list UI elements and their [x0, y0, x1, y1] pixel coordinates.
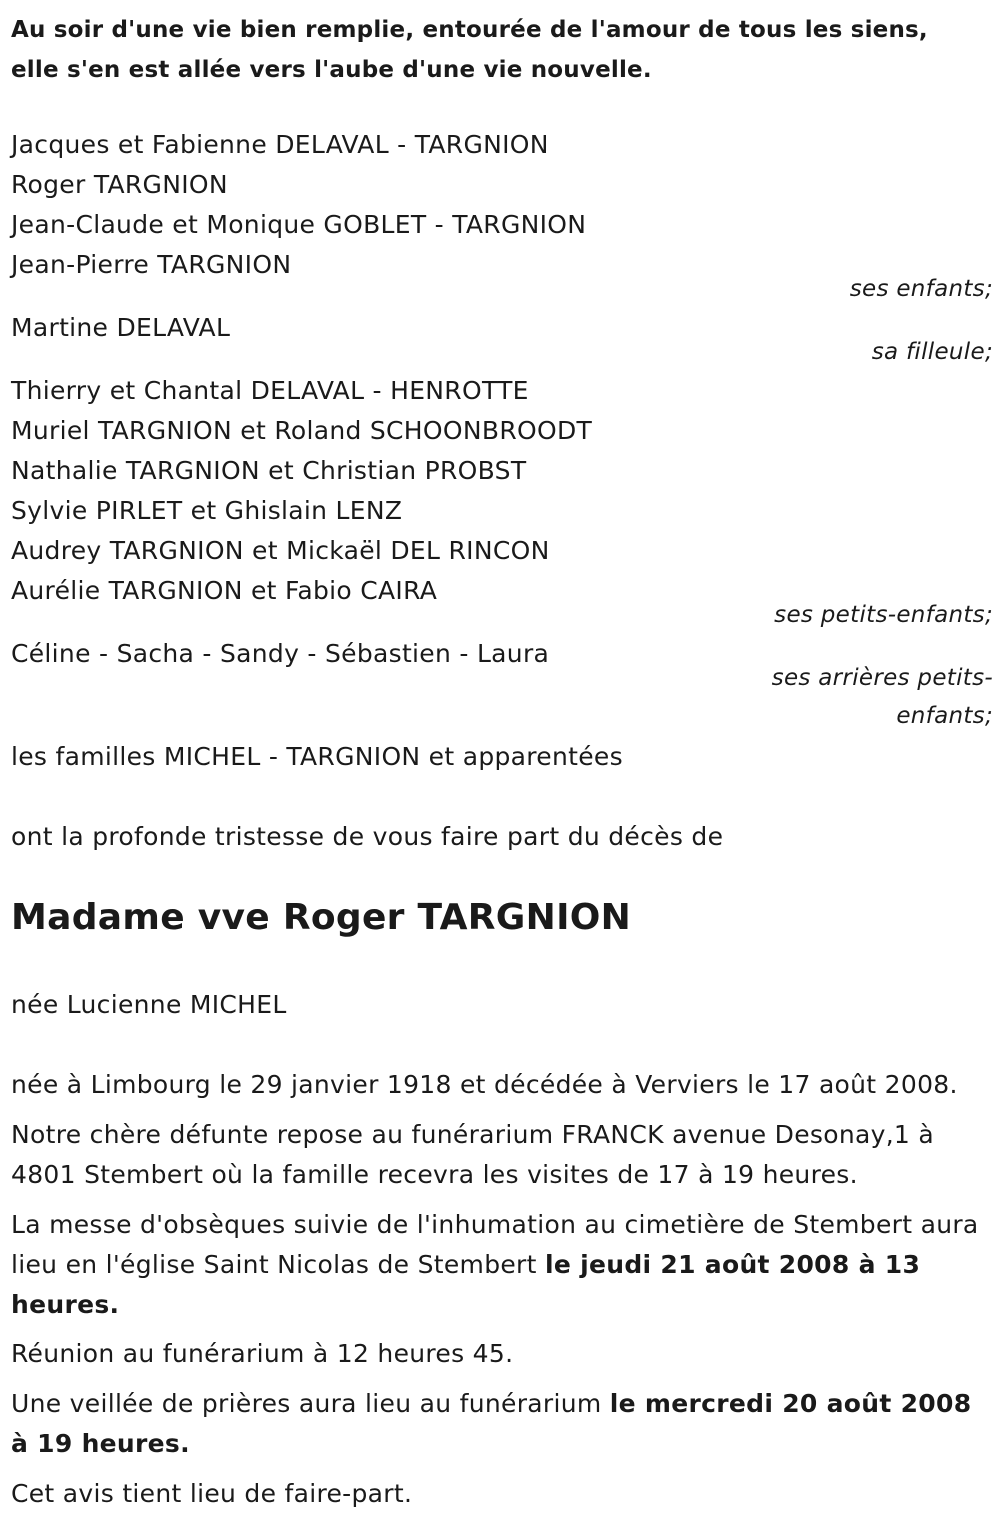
great-grandchildren-names: Céline - Sacha - Sandy - Sébastien - Laura	[11, 639, 550, 668]
grandchild-name: Aurélie TARGNION et Fabio CAIRA	[11, 576, 438, 605]
mass-date: le jeudi 21 août 2008 à 13 heures.	[11, 1250, 921, 1319]
grandchild-name: Nathalie TARGNION et Christian PROBST	[11, 456, 527, 485]
grandchild-name: Sylvie PIRLET et Ghislain LENZ	[11, 496, 403, 525]
child-name: Roger TARGNION	[11, 170, 228, 199]
grandchild-name: Thierry et Chantal DELAVAL - HENROTTE	[11, 376, 529, 405]
goddaughter-role: sa filleule;	[871, 339, 993, 365]
birth-death-details: née à Limbourg le 29 janvier 1918 et décédée à Verviers le 17 août 2008.	[11, 1070, 958, 1099]
child-name: Jacques et Fabienne DELAVAL - TARGNION	[11, 130, 549, 159]
child-name: Jean-Claude et Monique GOBLET - TARGNION	[11, 210, 587, 239]
announcement-line: ont la profonde tristesse de vous faire part du décès de	[11, 822, 724, 851]
grandchildren-role: ses petits-enfants;	[774, 602, 993, 628]
rest-details: Notre chère défunte repose au funérarium FRANCK avenue Desonay,1 à 4801 Stembert où la famille recevra les visites de 17 à 19 heures.	[11, 1120, 935, 1189]
intro-line-1: Au soir d'une vie bien remplie, entourée de l'amour de tous les siens,	[11, 17, 928, 43]
maiden-name: née Lucienne MICHEL	[11, 990, 287, 1019]
great-grandchildren-role: ses arrières petits-enfants;	[771, 665, 993, 729]
deceased-name: Madame vve Roger TARGNION	[11, 897, 632, 938]
mass-details	[11, 1205, 986, 1325]
child-name: Jean-Pierre TARGNION	[11, 250, 292, 279]
intro-line-2: elle s'en est allée vers l'aube d'une vie nouvelle.	[11, 57, 652, 83]
goddaughter-name: Martine DELAVAL	[11, 313, 231, 342]
vigil-date: le mercredi 20 août 2008 à 19 heures.	[11, 1389, 972, 1458]
families-line: les familles MICHEL - TARGNION et apparentées	[11, 742, 623, 771]
vigil-details	[11, 1384, 986, 1464]
intro-text	[11, 10, 993, 90]
children-role: ses enfants;	[849, 276, 993, 302]
grandchild-name: Muriel TARGNION et Roland SCHOONBROODT	[11, 416, 593, 445]
gathering-details: Réunion au funérarium à 12 heures 45.	[11, 1339, 514, 1368]
mass-text: La messe d'obsèques suivie de l'inhumation au cimetière de Stembert aura lieu en l'église Saint Nicolas de Stembert	[11, 1210, 979, 1279]
grandchild-name: Audrey TARGNION et Mickaël DEL RINCON	[11, 536, 550, 565]
closing-line: Cet avis tient lieu de faire-part.	[11, 1479, 413, 1508]
vigil-text: Une veillée de prières aura lieu au funérarium	[11, 1389, 610, 1418]
